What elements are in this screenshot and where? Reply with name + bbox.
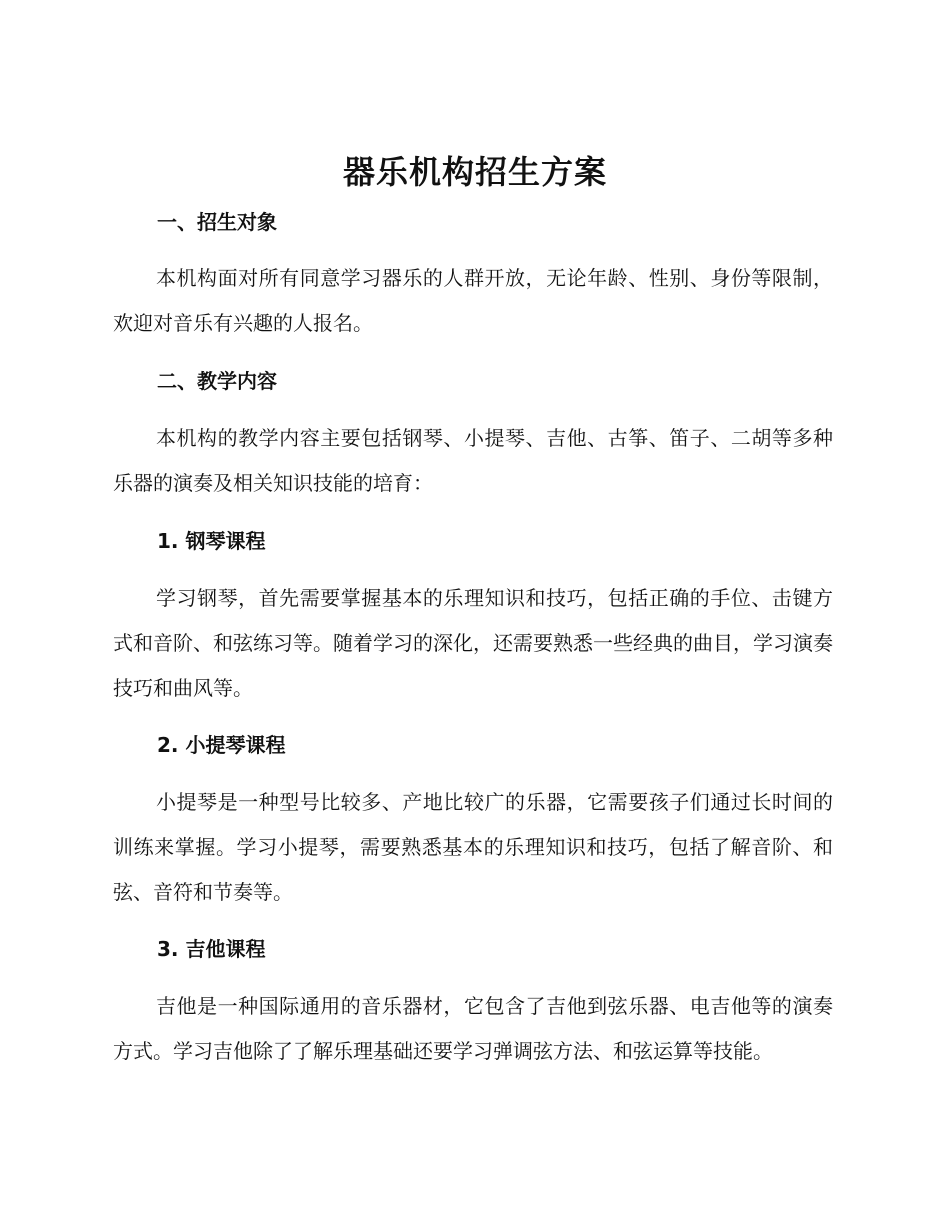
document-title: 器乐机构招生方案 bbox=[342, 153, 607, 191]
section-heading-guitar-course: 3. 吉他课程 bbox=[157, 937, 266, 961]
section-heading-enrollment-target: 一、招生对象 bbox=[157, 210, 277, 234]
section-heading-violin-course: 2. 小提琴课程 bbox=[157, 733, 286, 757]
section-paragraph-guitar-course: 吉他是一种国际通用的音乐器材，它包含了吉他到弦乐器、电吉他等的演奏方式。学习吉他除了了解乐理基础还要学习弹调弦方法、和弦运算等技能。 bbox=[113, 994, 833, 1063]
section-paragraph-piano-course: 学习钢琴，首先需要掌握基本的乐理知识和技巧，包括正确的手位、击键方式和音阶、和弦练习等。随着学习的深化，还需要熟悉一些经典的曲目，学习演奏技巧和曲风等。 bbox=[113, 586, 833, 700]
section-paragraph-teaching-content: 本机构的教学内容主要包括钢琴、小提琴、吉他、古筝、笛子、二胡等多种乐器的演奏及相关知识技能的培育： bbox=[113, 426, 833, 495]
section-paragraph-violin-course: 小提琴是一种型号比较多、产地比较广的乐器，它需要孩子们通过长时间的训练来掌握。学习小提琴，需要熟悉基本的乐理知识和技巧，包括了解音阶、和弦、音符和节奏等。 bbox=[113, 790, 833, 904]
section-heading-piano-course: 1. 钢琴课程 bbox=[157, 529, 266, 553]
section-paragraph-enrollment-target: 本机构面对所有同意学习器乐的人群开放，无论年龄、性别、身份等限制，欢迎对音乐有兴趣的人报名。 bbox=[113, 266, 833, 335]
section-heading-teaching-content: 二、教学内容 bbox=[157, 369, 277, 393]
